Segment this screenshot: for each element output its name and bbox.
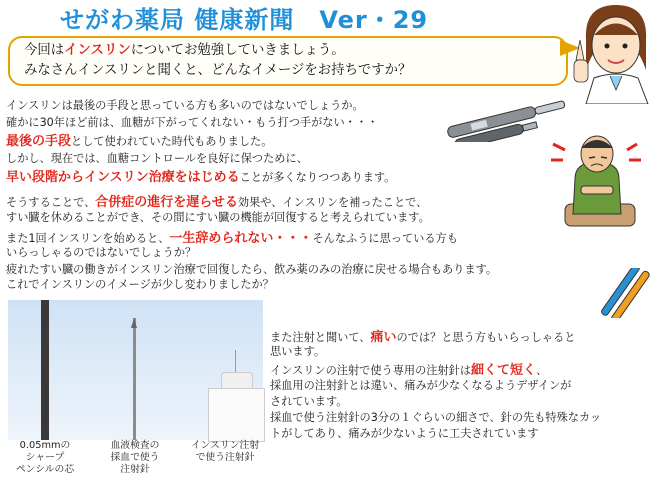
lower-text: また注射と聞いて、 [270,331,371,344]
bubble-line-2: みなさんインスリンと聞くと、どんなイメージをお持ちですか？ [24,63,412,78]
body-line: しかし、現在では、血糖コントロールを良好に保つために、 [6,152,308,165]
bubble-text: についてお勉強していきましょう。 [130,43,345,58]
body-line: これでインスリンのイメージが少し変わりましたか？ [6,278,274,291]
body-text: また1回インスリンを始めると、 [6,232,170,245]
caption-line: 0.05mmの [19,440,71,451]
speech-bubble [8,36,568,86]
lower-line: 思います。 [270,345,326,358]
body-highlight: 早い段階からインスリン治療をはじめる [6,170,240,185]
lower-line [270,359,547,378]
body-line [6,130,272,149]
caption-line: で使う注射針 [195,452,255,463]
lower-line: 採血で使う注射針の3分の１ぐらいの細さで、針の先も特殊なカッ [270,411,602,424]
body-line: インスリンは最後の手段と思っている方も多いのではないでしょうか。 [6,99,364,112]
body-line: 疲れたすい臓の働きがインスリン治療で回復したら、飲み薬のみの治療に戻せる場合もあります。 [6,263,498,276]
body-text: そうすることで、 [6,196,96,209]
lower-line: 採血用の注射針とは違い、痛みが少なくなるようデザインが [270,379,572,392]
caption-line: シャープ [25,452,65,463]
caption-line: 採血で使う [110,452,160,463]
pharmacist-illustration [566,0,666,104]
caption-blood-needle [100,440,170,476]
lower-line: されています。 [270,395,348,408]
pencil-lead [41,300,49,440]
body-highlight: 一生辞められない・・・ [169,231,313,246]
lower-text: のでは？と思う方もいらっしゃると [396,331,576,344]
lower-line: トがしてあり、痛みが少ないように工夫されています [270,427,539,440]
needle-tip [131,318,137,328]
caption-line: インスリン注射 [190,440,260,451]
bubble-text: 今回は [24,43,65,58]
bubble-highlight: インスリン [64,43,131,58]
caption-pencil [10,440,80,476]
caption-insulin-needle [182,440,268,464]
body-highlight: 合併症の進行を遅らせる [95,195,238,210]
caption-line: 注射針 [120,464,150,475]
body-line [6,166,395,185]
page-title: せがわ薬局 健康新聞 Ver・29 [60,6,429,34]
body-line: いらっしゃるのではないでしょうか？ [6,246,197,259]
body-line: すい臓を休めることができ、その間にすい臓の機能が回復すると考えられています。 [6,211,430,224]
insulin-needle-base [208,388,265,442]
body-line: 確かに30年ほど前は、血糖が下がってくれない・もう打つ手がない・・・ [6,116,379,129]
body-text: 効果や、インスリンを補ったことで、 [237,196,428,209]
body-text: ことが多くなりつつあります。 [239,171,396,184]
body-text: として使われていた時代もありました。 [71,135,273,148]
caption-line: 血液検査の [110,440,160,451]
blood-test-needle [133,318,136,440]
body-text: そんなふうに思っている方も [312,232,458,245]
lower-text: インスリンの注射で使う専用の注射針は [270,364,472,377]
bubble-line-1 [24,41,552,61]
worried-man-illustration [545,124,653,232]
body-highlight: 最後の手段 [6,134,72,149]
lower-text: 、 [536,364,548,377]
body-line [6,191,427,210]
needle-comparison-photo [8,300,263,440]
lower-highlight: 痛い [370,330,397,345]
lower-highlight: 細くて短く [471,363,537,378]
colored-pens-illustration [590,268,660,318]
caption-line: ペンシルの芯 [15,464,75,475]
